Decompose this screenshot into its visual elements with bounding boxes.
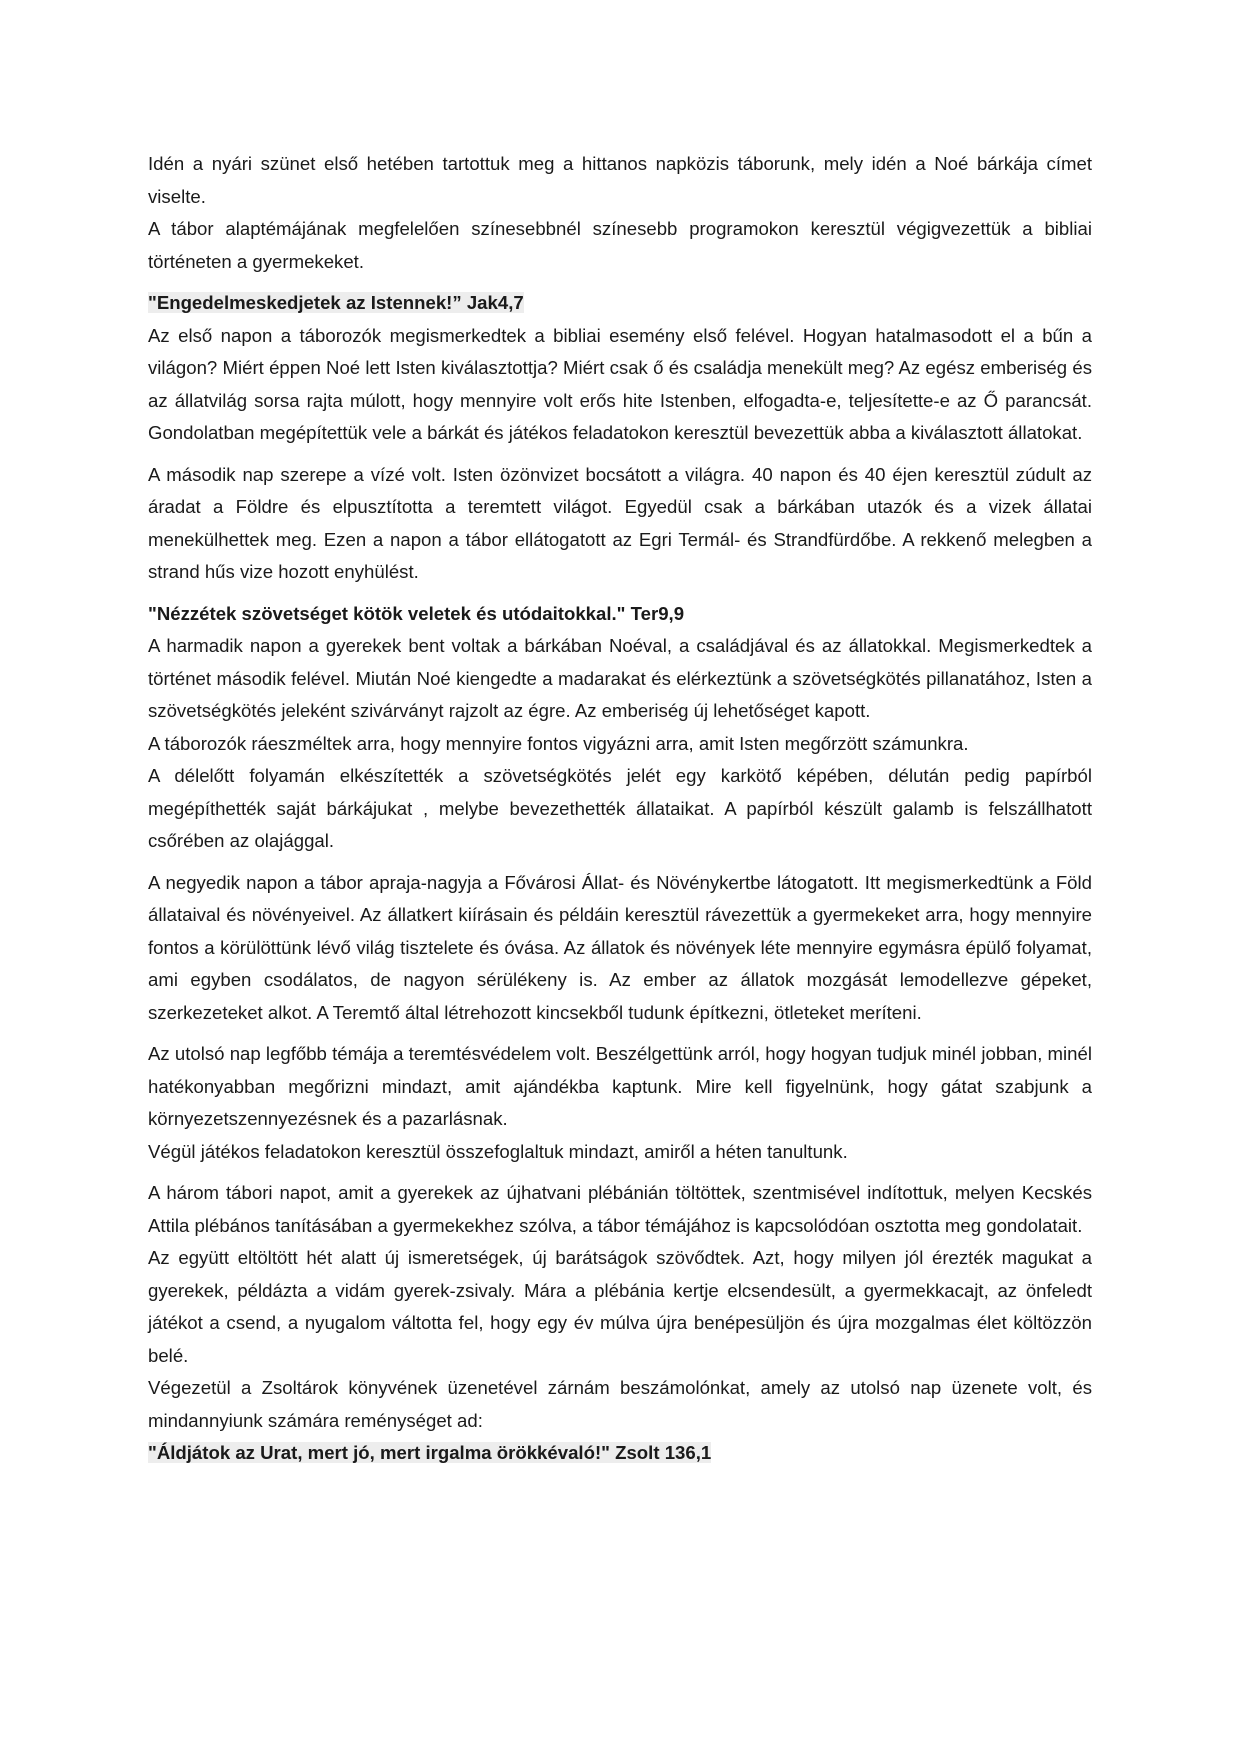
document-page	[148, 148, 1092, 1470]
closing-paragraph: Végezetül a Zsoltárok könyvének üzenetével zárnám beszámolónkat, amely az utolsó nap üzenete volt, és mindannyiunk számára reménységet ad:	[148, 1377, 1092, 1431]
closing-quote	[148, 1437, 1092, 1470]
day-three-paragraph-3: A délelőtt folyamán elkészítették a szövetségkötés jelét egy karkötő képében, délután pedig papírból megépíthették saját bárkájukat , melybe bevezethették állataikat. A papírból készült galamb is felszállhatott csőrében az olajággal.	[148, 765, 1092, 851]
day-four-paragraph: A negyedik napon a tábor apraja-nagyja a Fővárosi Állat- és Növénykertbe látogatott. Itt megismerkedtünk a Föld állataival és növényeivel. Az állatkert kiírásain és példáin keresztül rávezettük a gyermekeket arra, hogy mennyire fontos a körülöttünk lévő világ tisztelete és óvása. Az állatok és növények léte mennyire egymásra épülő folyamat, ami egyben csodálatos, de nagyon sérülékeny is. Az ember az állatok mozgását lemodellezve gépeket, szerkezeteket alkot. A Teremtő által létrehozott kincsekből tudunk építkezni, ötleteket meríteni.	[148, 871, 1092, 1023]
last-day-paragraph: Az utolsó nap legfőbb témája a teremtésvédelem volt. Beszélgettünk arról, hogy hogyan tudjuk minél jobban, minél hatékonyabban megőrizni mindazt, amit ajándékba kaptunk. Mire kell figyelnünk, hogy gátat szabjunk a környezetszennyezésnek és a pazarlásnak.	[148, 1043, 1092, 1129]
intro-paragraph: Idén a nyári szünet első hetében tartottuk meg a hittanos napközis táborunk, mely idén a Noé bárkája címet viselte.	[148, 153, 1092, 207]
quote-heading-1-text: "Engedelmeskedjetek az Istennek!” Jak4,7	[148, 292, 524, 313]
mass-paragraph: A három tábori napot, amit a gyerekek az újhatvani plébánián töltöttek, szentmisével indítottuk, melyen Kecskés Attila plébános tanításában a gyermekekhez szólva, a tábor témájához is kapcsolódóan osztotta meg gondolatait.	[148, 1182, 1092, 1236]
summary-paragraph: Végül játékos feladatokon keresztül összefoglaltuk mindazt, amiről a héten tanultunk.	[148, 1140, 848, 1162]
intro-paragraph-2: A tábor alaptémájának megfelelően színesebbnél színesebb programokon keresztül végigvezettük a bibliai történeten a gyermekeket.	[148, 218, 1092, 272]
quote-heading-2: "Nézzétek szövetséget kötök veletek és utódaitokkal." Ter9,9	[148, 602, 685, 624]
day-two-paragraph: A második nap szerepe a vízé volt. Isten özönvizet bocsátott a világra. 40 napon és 40 éjen keresztül zúdult az áradat a Földre és elpusztította a teremtett világot. Egyedül csak a bárkában utazók és a vizek állatai menekülhettek meg. Ezen a napon a tábor ellátogatott az Egri Termál- és Strandfürdőbe. A rekkenő melegben a strand hűs vize hozott enyhülést.	[148, 463, 1092, 582]
closing-quote-text: "Áldjátok az Urat, mert jó, mert irgalma örökkévaló!" Zsolt 136,1	[148, 1442, 712, 1463]
day-three-paragraph-2: A táborozók ráeszméltek arra, hogy mennyire fontos vigyázni arra, amit Isten megőrzött számunkra.	[148, 732, 969, 754]
friendship-paragraph: Az együtt eltöltött hét alatt új ismeretségek, új barátságok szövődtek. Azt, hogy milyen jól érezték magukat a gyerekek, példázta a vidám gyerek-zsivaly. Mára a plébánia kertje elcsendesült, a gyermekkacajt, az önfeledt játékot a csend, a nyugalom váltotta fel, hogy egy év múlva újra benépesüljön és újra mozgalmas élet költözzön belé.	[148, 1247, 1092, 1366]
day-three-paragraph: A harmadik napon a gyerekek bent voltak a bárkában Noéval, a családjával és az állatokkal. Megismerkedtek a történet második felével. Miután Noé kiengedte a madarakat és elérkeztünk a szövetségkötés pillanatához, Isten a szövetségkötés jeleként szivárványt rajzolt az égre. Az emberiség új lehetőséget kapott.	[148, 635, 1092, 721]
quote-heading-1	[148, 287, 1092, 320]
day-one-paragraph: Az első napon a táborozók megismerkedtek a bibliai esemény első felével. Hogyan hatalmasodott el a bűn a világon? Miért éppen Noé lett Isten kiválasztottja? Miért csak ő és családja menekült meg? Az egész emberiség és az állatvilág sorsa rajta múlott, hogy mennyire volt erős hite Istenben, elfogadta-e, teljesítette-e az Ő parancsát. Gondolatban megépítettük vele a bárkát és játékos feladatokon keresztül bevezettük abba a kiválasztott állatokat.	[148, 324, 1092, 443]
